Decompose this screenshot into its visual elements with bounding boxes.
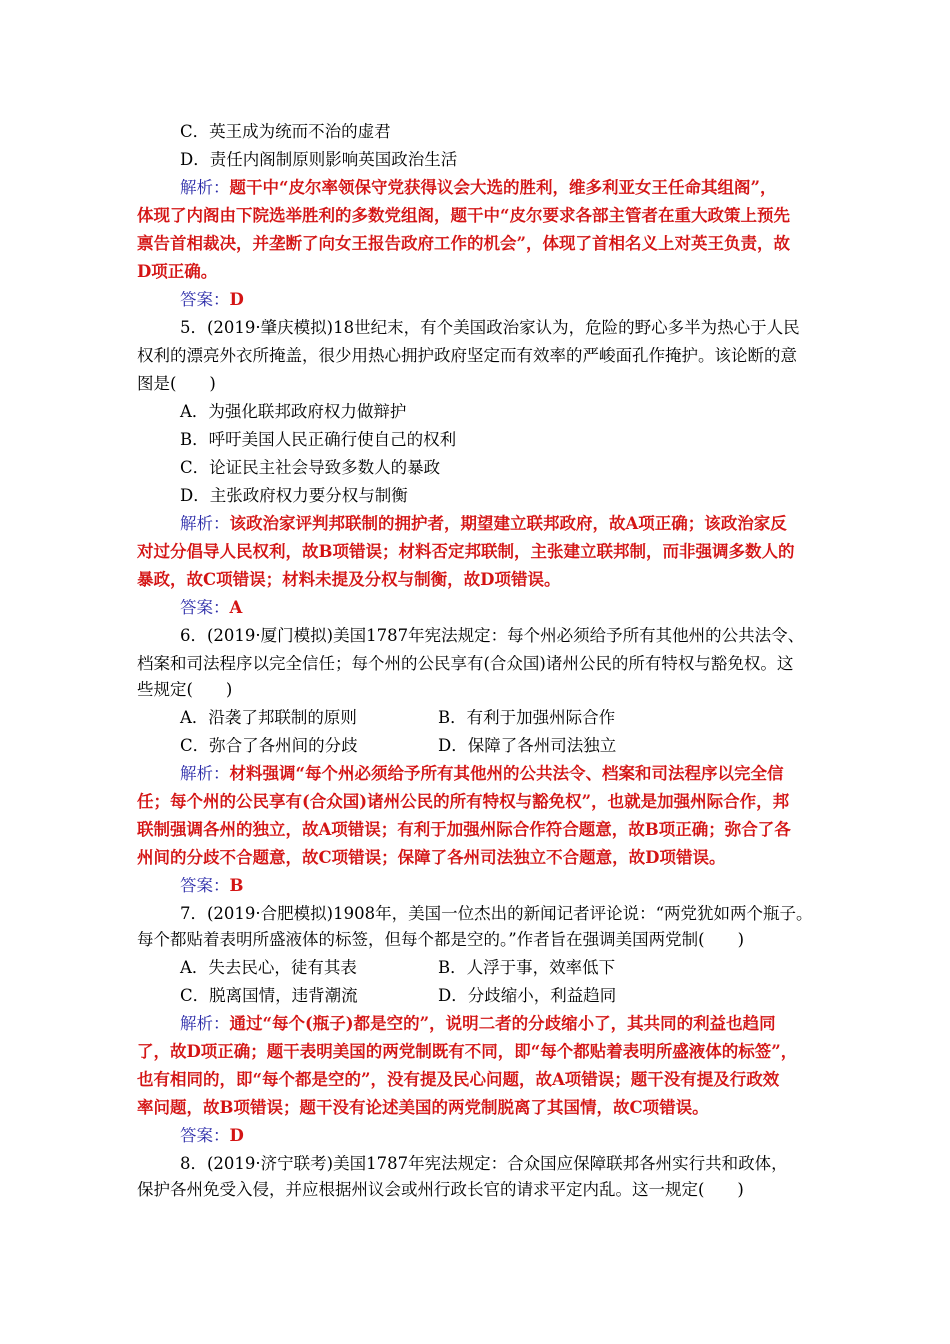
q8-stem-line-2: 保护各州免受入侵，并应根据州议会或州行政长官的请求平定内乱。这一规定( ): [137, 1180, 744, 1199]
q6-analysis-line-3: 联制强调各州的独立，故A项错误；有利于加强州际合作符合题意，故B项正确；弥合了各: [137, 820, 791, 839]
q7-option-c: C．脱离国情，违背潮流: [180, 986, 358, 1005]
q6-stem-line-1: 6．(2019·厦门模拟)美国1787年宪法规定：每个州必须给予所有其他州的公共法令、: [180, 626, 805, 645]
q4-option-c: C．英王成为统而不治的虚君: [180, 122, 391, 141]
q5-option-b: B．呼吁美国人民正确行使自己的权利: [180, 430, 457, 449]
q5-analysis-text-1: 该政治家评判邦联制的拥护者，期望建立联邦政府，故A项正确；该政治家反: [229, 514, 787, 533]
q6-option-a: A．沿袭了邦联制的原则: [180, 708, 357, 727]
q7-option-a: A．失去民心，徒有其表: [180, 958, 357, 977]
q5-stem-line-1: 5．(2019·肇庆模拟)18世纪末，有个美国政治家认为，危险的野心多半为热心于人民: [180, 318, 800, 337]
q4-analysis-line-2: 体现了内阁由下院选举胜利的多数党组阁，题干中“皮尔要求各部主管者在重大政策上预先: [137, 206, 790, 225]
q4-answer: [180, 290, 244, 310]
q4-analysis-line-3: 禀告首相裁决，并垄断了向女王报告政府工作的机会”，体现了首相名义上对英王负责，故: [137, 234, 790, 253]
q7-analysis-label: 解析：: [180, 1014, 230, 1033]
q5-answer-label: 答案：: [180, 598, 230, 617]
q4-analysis-line-1: [180, 178, 776, 198]
q7-option-b: B．人浮于事，效率低下: [438, 958, 616, 977]
q7-answer-value: D: [229, 1126, 244, 1145]
q7-stem-line-2: 每个都贴着表明所盛液体的标签，但每个都是空的。”作者旨在强调美国两党制( ): [137, 930, 745, 949]
q6-stem-line-2: 档案和司法程序以完全信任；每个州的公民享有(合众国)诸州公民的所有特权与豁免权。这: [137, 654, 794, 673]
q5-answer-value: A: [229, 598, 243, 617]
q6-answer: [180, 876, 243, 896]
q4-analysis-text-1: 题干中“皮尔率领保守党获得议会大选的胜利，维多利亚女王任命其组阁”，: [229, 178, 777, 197]
q6-analysis-line-1: [180, 764, 784, 784]
q4-analysis-label: 解析：: [180, 178, 230, 197]
q5-stem-line-2: 权利的漂亮外衣所掩盖，很少用热心拥护政府坚定而有效率的严峻面孔作掩护。该论断的意: [137, 346, 797, 365]
q4-answer-value: D: [229, 290, 244, 309]
q5-analysis-label: 解析：: [180, 514, 230, 533]
q7-stem-line-1: 7．(2019·合肥模拟)1908年，美国一位杰出的新闻记者评论说：“两党犹如两个瓶子。: [180, 904, 813, 923]
q7-analysis-line-2: 了，故D项正确；题干表明美国的两党制既有不同，即“每个都贴着表明所盛液体的标签”，: [137, 1042, 798, 1061]
q7-analysis-line-4: 率问题，故B项错误；题干没有论述美国的两党制脱离了其国情，故C项错误。: [137, 1098, 709, 1117]
q4-option-d: D．责任内阁制原则影响英国政治生活: [180, 150, 458, 169]
q5-answer: [180, 598, 242, 618]
q7-answer: [180, 1126, 244, 1146]
q6-option-d: D．保障了各州司法独立: [438, 736, 617, 755]
q5-option-c: C．论证民主社会导致多数人的暴政: [180, 458, 441, 477]
q7-analysis-line-1: [180, 1014, 776, 1034]
q7-analysis-text-1: 通过“每个(瓶子)都是空的”，说明二者的分歧缩小了，其共同的利益也趋同: [229, 1014, 776, 1033]
q7-answer-label: 答案：: [180, 1126, 230, 1145]
q4-answer-label: 答案：: [180, 290, 230, 309]
q6-answer-label: 答案：: [180, 876, 230, 895]
q5-analysis-line-3: 暴政，故C项错误；材料未提及分权与制衡，故D项错误。: [137, 570, 561, 589]
q6-answer-value: B: [229, 876, 244, 895]
q5-analysis-line-2: 对过分倡导人民权利，故B项错误；材料否定邦联制，主张建立联邦制，而非强调多数人的: [137, 542, 795, 561]
q6-stem-line-3: 些规定( ): [137, 680, 233, 699]
q7-option-d: D．分歧缩小，利益趋同: [438, 986, 617, 1005]
q5-stem-line-3: 图是( ): [137, 374, 216, 393]
q5-analysis-line-1: [180, 514, 787, 534]
q6-option-c: C．弥合了各州间的分歧: [180, 736, 358, 755]
q6-analysis-label: 解析：: [180, 764, 230, 783]
q5-option-a: A．为强化联邦政府权力做辩护: [180, 402, 407, 421]
q6-option-b: B．有利于加强州际合作: [438, 708, 616, 727]
q5-option-d: D．主张政府权力要分权与制衡: [180, 486, 408, 505]
q8-stem-line-1: 8．(2019·济宁联考)美国1787年宪法规定：合众国应保障联邦各州实行共和政体，: [180, 1154, 788, 1173]
q6-analysis-line-2: 任；每个州的公民享有(合众国)诸州公民的所有特权与豁免权”，也就是加强州际合作，邦: [137, 792, 790, 811]
q6-analysis-line-4: 州间的分歧不合题意，故C项错误；保障了各州司法独立不合题意，故D项错误。: [137, 848, 726, 867]
q4-analysis-line-4: D项正确。: [137, 262, 218, 281]
q6-analysis-text-1: 材料强调“每个州必须给予所有其他州的公共法令、档案和司法程序以完全信: [229, 764, 784, 783]
q7-analysis-line-3: 也有相同的，即“每个都是空的”，没有提及民心问题，故A项错误；题干没有提及行政效: [137, 1070, 780, 1089]
